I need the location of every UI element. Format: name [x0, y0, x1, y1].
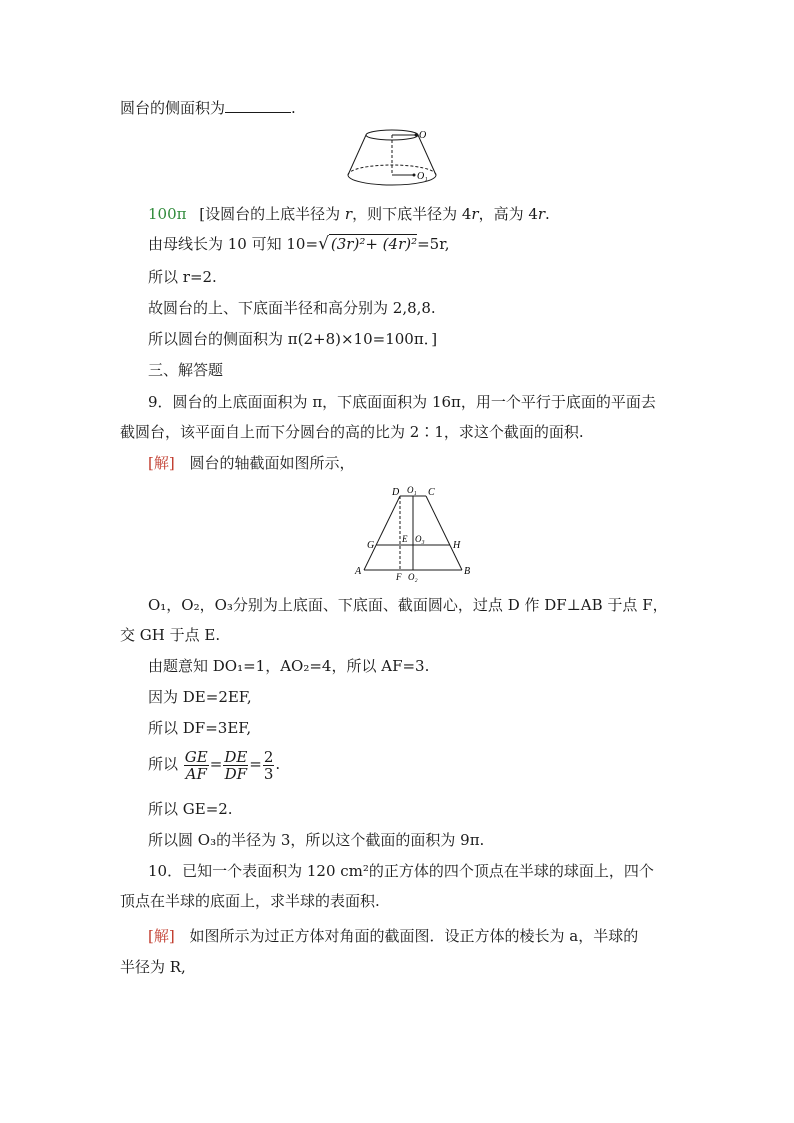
q8-sol1d: . [545, 205, 550, 223]
q9-step7: 所以 GE=2. [148, 800, 233, 818]
q9-line1: 9．圆台的上底面面积为 π，下底面面积为 16π，用一个平行于底面的平面去 [148, 393, 656, 411]
frac3-num: 2 [263, 747, 274, 766]
q8-solution-line5: 所以圆台的侧面积为 π(2+8)×10=100π．] [148, 330, 438, 348]
edge-bc [426, 496, 462, 570]
q8-sqrt-body: (3r)²+ (4r)² [330, 235, 418, 253]
label-f: F [396, 572, 402, 582]
point-o1 [413, 174, 416, 177]
q8-sol2b: =5r, [417, 235, 450, 253]
q10-line2: 顶点在半球的底面上，求半球的表面积. [120, 892, 380, 910]
q8-tail-end: . [291, 99, 296, 117]
fraction-ge-af [184, 749, 209, 782]
q10-solution-line2: 半径为 R, [120, 958, 186, 976]
label-o: O [419, 130, 427, 141]
q8-tail-text: 圆台的侧面积为 [120, 99, 226, 117]
q9-step3: 由题意知 DO₁=1，AO₂=4，所以 AF=3. [148, 657, 430, 675]
q9-step6-prefix: 所以 [148, 755, 179, 773]
q8-answer: 100π [148, 205, 187, 223]
q9-step2: 交 GH 于点 E. [120, 626, 221, 644]
q10-solution-line1 [148, 926, 638, 946]
q9-step8: 所以圆 O₃的半径为 3，所以这个截面的面积为 9π. [148, 831, 485, 849]
label-c: C [428, 487, 435, 498]
q8-r1: r [344, 205, 353, 223]
q10-jie-tag: [解] [148, 927, 175, 945]
label-o1: O₁ [417, 171, 428, 182]
q8-sol1a: [设圆台的上底半径为 [199, 205, 345, 223]
frac1-num: GE [184, 747, 208, 766]
q8-sol1c: ，高为 4 [478, 205, 538, 223]
q9-jie-tag: [解] [148, 454, 175, 472]
frac2-den: DF [224, 764, 248, 783]
sqrt-sign: √ [318, 234, 329, 254]
label-e: E [402, 534, 408, 544]
label-b: B [464, 566, 471, 577]
q9-step5: 所以 DF=3EF, [148, 719, 252, 737]
fraction-two-thirds [263, 749, 275, 782]
q10-step1: 如图所示为过正方体对角面的截面图．设正方体的棱长为 a，半球的 [189, 927, 639, 945]
trapezoid-figure [352, 484, 482, 584]
label-o2: O₂ [408, 572, 418, 582]
edge-ad [364, 496, 400, 570]
q8-solution-line1 [148, 204, 550, 224]
q8-r2: r [471, 205, 479, 223]
label-o3: O₃ [415, 534, 425, 544]
label-o1-trap: O₁ [407, 485, 417, 495]
section-heading: 三、解答题 [148, 361, 224, 379]
frac1-den: AF [185, 764, 207, 783]
q9-step4: 因为 DE=2EF, [148, 688, 252, 706]
label-d: D [392, 487, 400, 498]
q9-step1: O₁，O₂，O₃分别为上底面、下底面、截面圆心，过点 D 作 DF⊥AB 于点 F， [148, 596, 668, 614]
q8-solution-line4: 故圆台的上、下底面半径和高分别为 2,8,8. [148, 299, 436, 317]
q8-sol2a: 由母线长为 10 可知 10= [148, 235, 319, 253]
q9-line2: 截圆台，该平面自上而下分圆台的高的比为 2∶1，求这个截面的面积. [120, 423, 584, 441]
q8-solution-line3: 所以 r=2. [148, 268, 217, 286]
fraction-de-df [223, 749, 248, 782]
frac2-num: DE [224, 747, 248, 766]
q8-tail [120, 98, 296, 118]
label-a: A [355, 566, 362, 577]
q8-sol1b: ，则下底半径为 4 [352, 205, 472, 223]
q9-step6: 所以 $\frac{GE}{AF}$ = $\frac{DE}{DF}$ = $\frac{2}{3}$ . [148, 747, 281, 783]
label-g: G [367, 540, 375, 551]
q8-r3: r [537, 205, 546, 223]
q9-solution-intro [148, 453, 355, 473]
q10-line1: 10．已知一个表面积为 120 cm²的正方体的四个顶点在半球的球面上，四个 [148, 862, 654, 880]
point-o [415, 134, 418, 137]
q8-solution-line2 [148, 234, 450, 254]
frustum-figure [340, 122, 460, 194]
frac3-den: 3 [263, 764, 274, 783]
q9-intro: 圆台的轴截面如图所示， [189, 454, 355, 472]
answer-blank [225, 98, 291, 113]
label-h: H [453, 540, 461, 551]
